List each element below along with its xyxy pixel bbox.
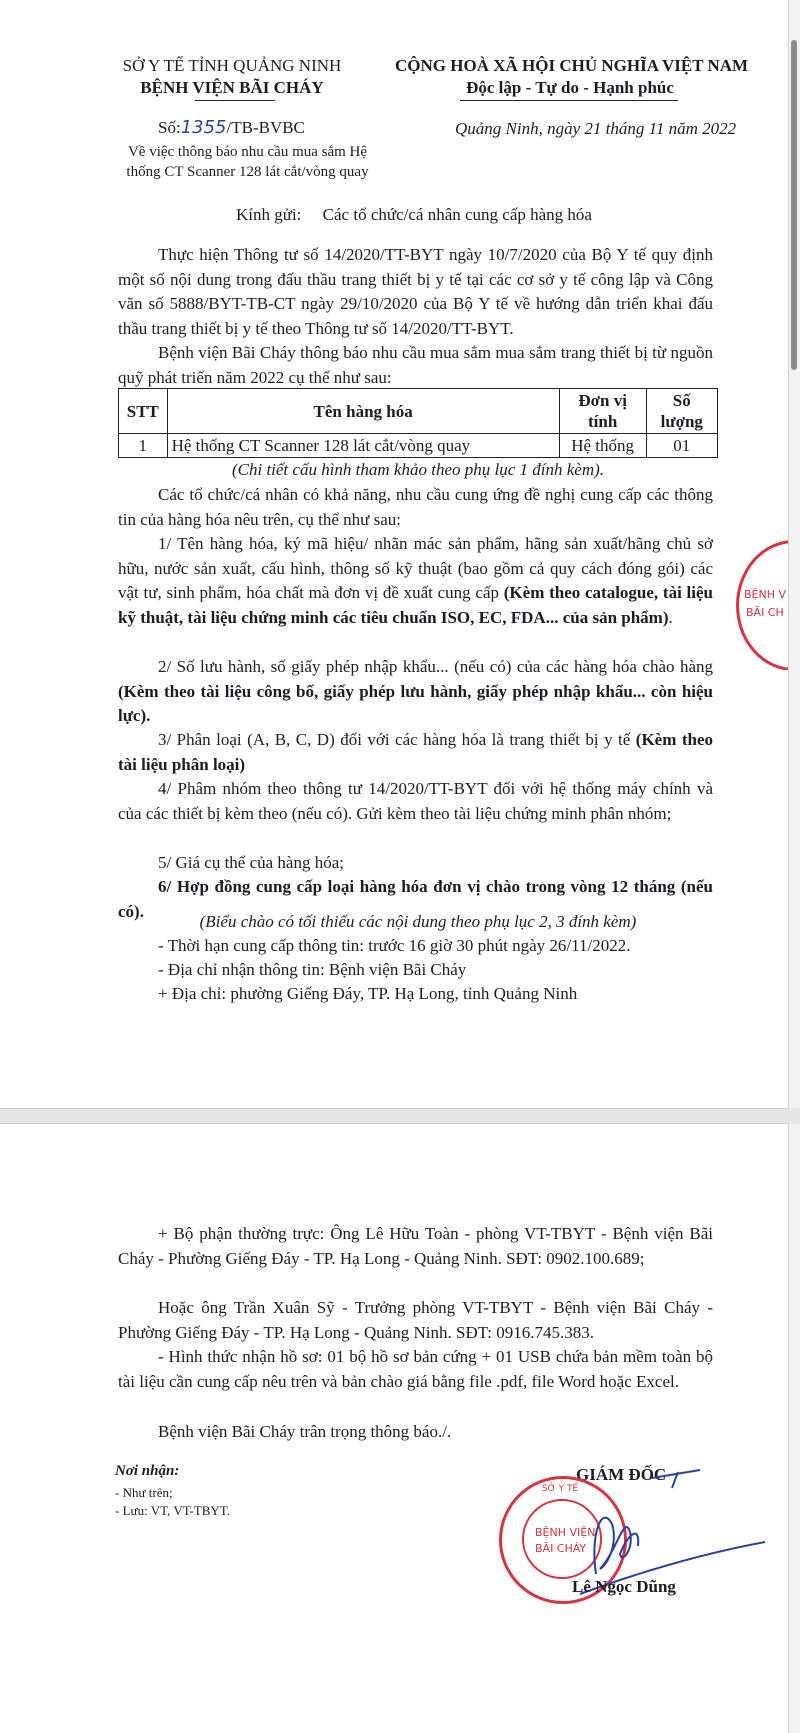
item-5: 5/ Giá cụ thể của hàng hóa; xyxy=(158,853,344,872)
side-stamp-line1: BỆNH V xyxy=(744,588,787,601)
recipients-title: Nơi nhận: xyxy=(115,1463,180,1479)
scrollbar[interactable] xyxy=(788,0,800,1733)
table-header-cell: Số lượng xyxy=(646,389,717,434)
intro-paragraph-1: Thực hiện Thông tư số 14/2020/TT-BYT ngày 10/7/2020 của Bộ Y tế quy định một số nội dung trong đấu thầu trang thiết bị y tế tại các cơ sở y tế công lập và Công văn số 5888/BYT-TB-CT ngày 29/10/2020 của Bộ Y tế về hướng dẫn triển khai đấu thầu trang thiết bị y tế theo Thông tư số 14/2020/TT-BYT. xyxy=(118,245,713,338)
table-cell: Hệ thống CT Scanner 128 lát cắt/vòng quay xyxy=(167,434,559,458)
submission: - Hình thức nhận hồ sơ: 01 bộ hồ sơ bản cứng + 01 USB chứa bản mềm toàn bộ tài liệu cần cung cấp nêu trên và bản chào giá bằng file .pdf, file Word hoặc Excel. xyxy=(118,1347,713,1391)
table-header-cell: Đơn vị tính xyxy=(559,389,646,434)
ministry-name: SỞ Y TẾ TỈNH QUẢNG NINH xyxy=(122,56,342,75)
stamp-line2: BÃI CHÁY xyxy=(535,1542,587,1555)
deadline: - Thời hạn cung cấp thông tin: trước 16 giờ 30 phút ngày 26/11/2022. xyxy=(158,936,631,955)
salutation: Kính gửi: Các tổ chức/cá nhân cung cấp hàng hóa xyxy=(236,205,592,224)
side-stamp-line2: BÃI CH xyxy=(746,606,784,619)
side-stamp xyxy=(736,540,788,670)
subject: Về việc thông báo nhu cầu mua sắm Hệ thống CT Scanner 128 lát cắt/vòng quay xyxy=(126,144,369,180)
item-1: 1/ Tên hàng hóa, ký mã hiệu/ nhãn mác sản phẩm, hãng sản xuất/hãng chủ sở hữu, nước sản xuất, cấu hình, thông số kỹ thuật (bao gồm cả quy cách đóng gói) các vật tư, sinh phẩm, hóa chất mà đơn vị đề xuất cung cấp (Kèm theo catalogue, tài liệu kỹ thuật, tài liệu chứng minh các tiêu chuẩn ISO, EC, FDA... của sản phẩm). xyxy=(118,534,713,627)
recipients-list xyxy=(115,1484,230,1520)
body-paragraph-3: Các tổ chức/cá nhân có khả năng, nhu cầu cung ứng đề nghị cung cấp các thông tin của hàng hóa nêu trên, cụ thể như sau: xyxy=(118,485,713,529)
stamp-arc-text: SỞ Y TẾ xyxy=(541,1484,579,1494)
address: + Địa chỉ: phường Giếng Đáy, TP. Hạ Long, tỉnh Quảng Ninh xyxy=(158,984,578,1003)
receiver: - Địa chỉ nhận thông tin: Bệnh viện Bãi Cháy xyxy=(158,960,467,979)
hospital-name: BỆNH VIỆN BÃI CHÁY xyxy=(140,78,324,97)
document-number: Số:1355/TB-BVBC xyxy=(158,117,305,138)
table-header-row xyxy=(119,389,718,434)
recipient-item: - Lưu: VT, VT-TBYT. xyxy=(115,1503,231,1518)
handwritten-number: 1355 xyxy=(180,117,227,138)
page-gap xyxy=(0,1108,800,1124)
motto-underline xyxy=(460,100,678,101)
side-stamp-ring xyxy=(736,540,788,670)
contact-1: + Bộ phận thường trực: Ông Lê Hữu Toàn - phòng VT-TBYT - Bệnh viện Bãi Cháy - Phường Giếng Đáy - TP. Hạ Long - Quảng Ninh. SĐT: 0902.100.689; xyxy=(118,1224,713,1268)
place-date: Quảng Ninh, ngày 21 tháng 11 năm 2022 xyxy=(455,119,737,138)
document-page-2 xyxy=(0,1124,788,1733)
intro-paragraph-2: Bệnh viện Bãi Cháy thông báo nhu cầu mua sắm mua sắm trang thiết bị từ nguồn quỹ phát triển năm 2022 cụ thể như sau: xyxy=(118,343,713,387)
contact-2: Hoặc ông Trần Xuân Sỹ - Trưởng phòng VT-TBYT - Bệnh viện Bãi Cháy - Phường Giếng Đáy - TP. Hạ Long - Quảng Ninh. SĐT: 0916.745.383. xyxy=(118,1298,713,1342)
table-row xyxy=(119,434,718,458)
table-cell: 1 xyxy=(119,434,168,458)
item-3: 3/ Phân loại (A, B, C, D) đối với các hàng hóa là trang thiết bị y tế (Kèm theo tài liệu phân loại) xyxy=(118,730,713,774)
signer-title: GIÁM ĐỐC xyxy=(576,1465,667,1484)
header-left-underline xyxy=(195,100,275,101)
stamp-line1: BỆNH VIỆN xyxy=(535,1526,596,1539)
item-2: 2/ Số lưu hành, số giấy phép nhập khẩu... (nếu có) của các hàng hóa chào hàng (Kèm theo tài liệu công bố, giấy phép lưu hành, giấy phép nhập khẩu... còn hiệu lực). xyxy=(118,657,713,725)
recipient-item: - Như trên; xyxy=(115,1485,173,1500)
table-header-cell: Tên hàng hóa xyxy=(167,389,559,434)
motto: Độc lập - Tự do - Hạnh phúc xyxy=(466,78,674,97)
scroll-thumb[interactable] xyxy=(791,40,797,370)
country-name: CỘNG HOÀ XÃ HỘI CHỦ NGHĨA VIỆT NAM xyxy=(395,56,749,75)
table-note: (Chi tiết cấu hình tham khảo theo phụ lục 1 đính kèm). xyxy=(231,460,605,479)
signer-name: Lê Ngọc Dũng xyxy=(572,1577,676,1596)
goods-table xyxy=(118,388,718,458)
table-cell: Hệ thống xyxy=(559,434,646,458)
item-4: 4/ Phâm nhóm theo thông tư 14/2020/TT-BYT đối với hệ thống máy chính và của các thiết bị kèm theo (nếu có). Gửi kèm theo tài liệu chứng minh phân nhóm; xyxy=(118,779,713,823)
closing: Bệnh viện Bãi Cháy trân trọng thông báo./. xyxy=(158,1422,452,1441)
table-header-cell: STT xyxy=(119,389,168,434)
table-cell: 01 xyxy=(646,434,717,458)
quote-note: (Biểu chào có tối thiểu các nội dung theo phụ lục 2, 3 đính kèm) xyxy=(199,912,637,931)
item-6: 6/ Hợp đồng cung cấp loại hàng hóa đơn vị chào trong vòng 12 tháng (nếu có). xyxy=(118,877,713,921)
